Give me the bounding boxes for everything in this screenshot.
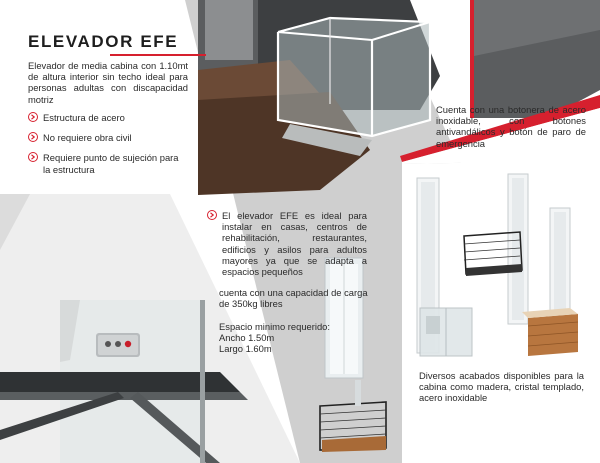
feature-list — [28, 112, 193, 175]
feature-item — [28, 152, 193, 174]
feature-label: Requiere punto de sujeción para la estructura — [43, 152, 179, 175]
chevron-right-icon — [28, 112, 38, 122]
title-underline — [110, 54, 206, 56]
feature-item — [28, 112, 193, 123]
chevron-right-icon — [28, 152, 38, 162]
page-title: ELEVADOR EFE — [28, 32, 179, 51]
feature-label: Estructura de acero — [43, 112, 125, 123]
ideal-block — [207, 210, 367, 277]
acabados-paragraph: Diversos acabados disponibles para la cabina como madera, cristal templado, acero inoxidable — [419, 370, 584, 404]
espacio-largo: Largo 1.60m — [219, 343, 272, 354]
ideal-paragraph: El elevador EFE es ideal para instalar en casas, centros de rehabilitación, restaurantes, edificios y asilos para adultos mayores ya que se adapta a espacios pequeños — [222, 210, 367, 278]
botonera-paragraph: Cuenta con una botonera de acero inoxidable, con botones antivandálicos y botón de paro de emergencia — [436, 104, 586, 149]
chevron-right-icon — [207, 210, 217, 220]
feature-item — [28, 132, 193, 143]
espacio-heading: Espacio minimo requerido: — [219, 321, 330, 332]
intro-paragraph: Elevador de media cabina con 1.10mt de altura interior sin techo ideal para personas adultas con discapacidad motriz — [28, 60, 188, 105]
capacidad-paragraph: cuenta con una capacidad de carga de 350kg libres — [219, 287, 368, 310]
chevron-right-icon — [28, 132, 38, 142]
espacio-ancho: Ancho 1.50m — [219, 332, 275, 343]
feature-label: No requiere obra civil — [43, 132, 132, 144]
